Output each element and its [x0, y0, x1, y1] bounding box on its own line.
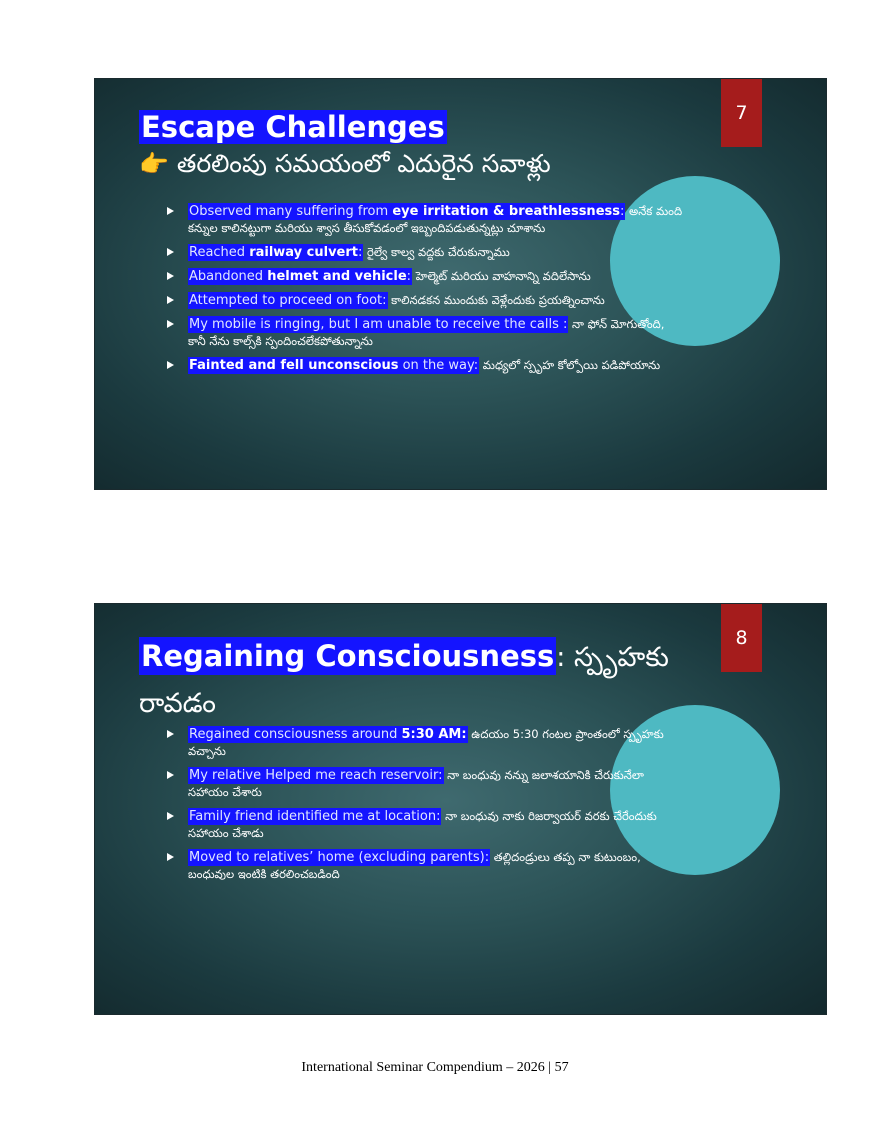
arrow-bullet-icon [167, 730, 174, 738]
arrow-bullet-icon [167, 812, 174, 820]
bullet-english: Moved to relatives’ home (excluding parents): [189, 850, 490, 865]
arrow-bullet-icon [167, 771, 174, 779]
list-item [165, 357, 685, 374]
slide-title-colon: : [556, 642, 566, 673]
slide-title-english: Regaining Consciousness [141, 639, 555, 673]
bullet-list [165, 726, 685, 890]
slide-8 [94, 603, 827, 1015]
bullet-telugu: రైల్వే కాల్వ వద్దకు చేరుకున్నాము [363, 245, 510, 259]
bullet-english: Observed many suffering from eye irritation & breathlessness: [189, 204, 625, 219]
slide-title-telugu-row [139, 147, 709, 181]
bullet-english: Attempted to proceed on foot: [189, 293, 387, 308]
bullet-english: Regained consciousness around 5:30 AM: [189, 727, 467, 742]
list-item [165, 808, 685, 842]
slide-number: 7 [721, 79, 762, 147]
arrow-bullet-icon [167, 248, 174, 256]
bullet-telugu: కాలినడకన ముందుకు వెళ్లేందుకు ప్రయత్నించాను [387, 293, 605, 307]
bullet-english: Reached railway culvert: [189, 245, 363, 260]
bullet-telugu: మధ్యలో స్పృహ కోల్పోయి పడిపోయాను [479, 358, 661, 372]
bullet-list [165, 203, 685, 381]
arrow-bullet-icon [167, 361, 174, 369]
bullet-telugu: హెల్మెట్ మరియు వాహనాన్ని వదిలేసాను [412, 269, 591, 283]
bullet-english: Abandoned helmet and vehicle: [189, 269, 412, 284]
list-item [165, 203, 685, 237]
bullet-telugu: నా బంధువు నన్ను జలాశయానికి చేరుకునేలా సహాయం చేశారు [188, 768, 644, 799]
bullet-english: My relative Helped me reach reservoir: [189, 768, 443, 783]
pointing-hand-icon: 👉 [139, 150, 169, 178]
list-item [165, 726, 685, 760]
arrow-bullet-icon [167, 320, 174, 328]
list-item [165, 244, 685, 261]
bullet-telugu: అనేక మంది కన్నుల కాలినట్టుగా మరియు శ్వాస తీసుకోవడంలో ఇబ్బందిపడుతున్నట్లు చూశాను [188, 204, 683, 235]
bullet-telugu: నా ఫోన్ మోగుతోంది, కానీ నేను కాల్స్‌కి స్పందించలేకపోతున్నాను [188, 317, 665, 348]
arrow-bullet-icon [167, 853, 174, 861]
arrow-bullet-icon [167, 207, 174, 215]
slide-title-telugu: స్పృహకు రావడం [139, 642, 669, 719]
slide-title-english: Escape Challenges [141, 110, 445, 144]
list-item [165, 316, 685, 350]
slide-7 [94, 78, 827, 490]
bullet-english: Fainted and fell unconscious on the way: [189, 358, 479, 373]
bullet-english: Family friend identified me at location: [189, 809, 441, 824]
arrow-bullet-icon [167, 296, 174, 304]
slide-title [139, 109, 709, 181]
list-item [165, 268, 685, 285]
list-item [165, 849, 685, 883]
slide-title-telugu: తరలింపు సమయంలో ఎదురైన సవాళ్లు [176, 149, 551, 178]
arrow-bullet-icon [167, 272, 174, 280]
bullet-telugu: తల్లిదండ్రులు తప్ప నా కుటుంబం, బంధువుల ఇంటికి తరలించబడింది [188, 850, 641, 881]
bullet-telugu: ఉదయం 5:30 గంటల ప్రాంతంలో స్పృహకు వచ్చాను [188, 727, 664, 758]
slide-number: 8 [721, 604, 762, 672]
slide-title [139, 634, 709, 726]
list-item [165, 767, 685, 801]
bullet-english: My mobile is ringing, but I am unable to receive the calls : [189, 317, 568, 332]
bullet-telugu: నా బంధువు నాకు రిజర్వాయర్ వరకు చేరేందుకు సహాయం చేశాడు [188, 809, 657, 840]
list-item [165, 292, 685, 309]
page-footer: International Seminar Compendium – 2026 | 57 [301, 1060, 569, 1075]
